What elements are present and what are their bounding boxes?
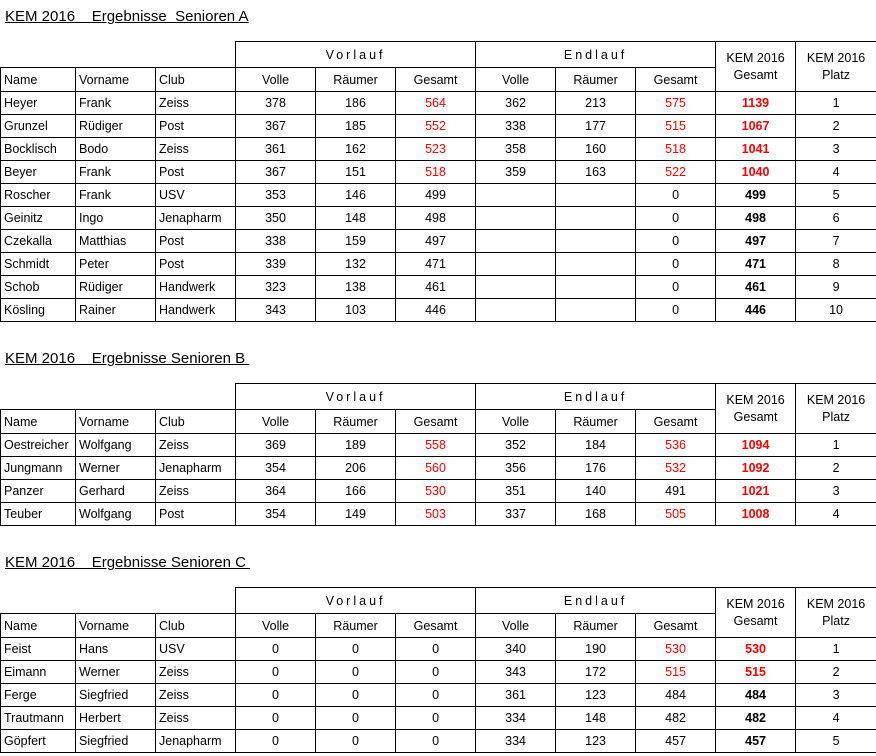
cell-vorlauf-volle: 369	[236, 434, 316, 457]
header-spacer	[1, 384, 236, 410]
cell-endlauf-volle: 334	[476, 707, 556, 730]
kem-gesamt-line1: KEM 2016	[726, 596, 785, 611]
cell-endlauf-gesamt: 0	[636, 184, 716, 207]
header-kem-gesamt	[716, 588, 796, 638]
header-endlauf-volle: Volle	[476, 410, 556, 434]
header-endlauf-raeumer: Räumer	[556, 410, 636, 434]
table-row	[1, 661, 876, 684]
cell-club: Zeiss	[156, 684, 236, 707]
cell-club: Jenapharm	[156, 457, 236, 480]
kem-platz-line2: Platz	[822, 409, 850, 424]
cell-name: Jungmann	[1, 457, 76, 480]
cell-endlauf-gesamt: 530	[636, 638, 716, 661]
cell-endlauf-gesamt: 0	[636, 230, 716, 253]
cell-vorlauf-volle: 0	[236, 638, 316, 661]
cell-vorlauf-volle: 343	[236, 299, 316, 322]
cell-vorlauf-volle: 339	[236, 253, 316, 276]
cell-vorlauf-volle: 361	[236, 138, 316, 161]
kem-platz-line2: Platz	[822, 613, 850, 628]
cell-endlauf-raeumer	[556, 253, 636, 276]
cell-kem-gesamt: 457	[716, 730, 796, 753]
cell-endlauf-volle	[476, 299, 556, 322]
cell-kem-gesamt: 471	[716, 253, 796, 276]
cell-kem-gesamt: 482	[716, 707, 796, 730]
header-vorlauf-volle: Volle	[236, 614, 316, 638]
cell-name: Roscher	[1, 184, 76, 207]
cell-endlauf-gesamt: 515	[636, 661, 716, 684]
cell-vorname: Hans	[76, 638, 156, 661]
cell-endlauf-volle: 340	[476, 638, 556, 661]
cell-vorlauf-raeumer: 159	[316, 230, 396, 253]
cell-endlauf-volle: 338	[476, 115, 556, 138]
cell-name: Ferge	[1, 684, 76, 707]
cell-vorname: Siegfried	[76, 684, 156, 707]
cell-vorname: Wolfgang	[76, 503, 156, 526]
cell-platz: 4	[796, 503, 876, 526]
cell-endlauf-volle: 334	[476, 730, 556, 753]
cell-endlauf-gesamt: 0	[636, 207, 716, 230]
cell-endlauf-raeumer	[556, 299, 636, 322]
cell-name: Oestreicher	[1, 434, 76, 457]
cell-endlauf-volle: 358	[476, 138, 556, 161]
cell-name: Grunzel	[1, 115, 76, 138]
cell-endlauf-gesamt: 0	[636, 253, 716, 276]
cell-vorlauf-volle: 353	[236, 184, 316, 207]
cell-endlauf-raeumer: 163	[556, 161, 636, 184]
cell-club: Zeiss	[156, 434, 236, 457]
cell-kem-gesamt: 1021	[716, 480, 796, 503]
cell-platz: 2	[796, 661, 876, 684]
cell-endlauf-raeumer: 148	[556, 707, 636, 730]
cell-vorlauf-raeumer: 0	[316, 661, 396, 684]
section-title: KEM 2016 Ergebnisse Senioren B	[5, 350, 250, 367]
cell-vorlauf-raeumer: 138	[316, 276, 396, 299]
header-vorlauf-gesamt: Gesamt	[396, 68, 476, 92]
cell-vorlauf-volle: 0	[236, 661, 316, 684]
cell-endlauf-volle: 343	[476, 661, 556, 684]
cell-vorname: Rüdiger	[76, 276, 156, 299]
cell-vorlauf-raeumer: 186	[316, 92, 396, 115]
cell-vorname: Rainer	[76, 299, 156, 322]
cell-platz: 8	[796, 253, 876, 276]
cell-endlauf-gesamt: 575	[636, 92, 716, 115]
cell-vorlauf-raeumer: 162	[316, 138, 396, 161]
header-endlauf: Endlauf	[476, 42, 716, 68]
cell-vorlauf-volle: 367	[236, 161, 316, 184]
cell-vorlauf-gesamt: 497	[396, 230, 476, 253]
cell-platz: 1	[796, 638, 876, 661]
cell-club: Zeiss	[156, 661, 236, 684]
cell-kem-gesamt: 530	[716, 638, 796, 661]
cell-kem-gesamt: 497	[716, 230, 796, 253]
cell-endlauf-volle	[476, 207, 556, 230]
cell-club: USV	[156, 184, 236, 207]
header-vorlauf: Vorlauf	[236, 588, 476, 614]
cell-kem-gesamt: 1067	[716, 115, 796, 138]
cell-platz: 5	[796, 184, 876, 207]
table-row	[1, 230, 876, 253]
header-vorlauf-gesamt: Gesamt	[396, 614, 476, 638]
cell-vorlauf-gesamt: 446	[396, 299, 476, 322]
cell-club: Zeiss	[156, 707, 236, 730]
cell-endlauf-raeumer: 123	[556, 684, 636, 707]
cell-club: USV	[156, 638, 236, 661]
table-row	[1, 207, 876, 230]
header-name: Name	[1, 614, 76, 638]
cell-platz: 2	[796, 457, 876, 480]
cell-endlauf-volle: 351	[476, 480, 556, 503]
cell-vorlauf-gesamt: 0	[396, 684, 476, 707]
cell-kem-gesamt: 1041	[716, 138, 796, 161]
cell-endlauf-gesamt: 484	[636, 684, 716, 707]
cell-vorlauf-raeumer: 149	[316, 503, 396, 526]
cell-vorlauf-raeumer: 185	[316, 115, 396, 138]
cell-vorlauf-volle: 367	[236, 115, 316, 138]
cell-name: Beyer	[1, 161, 76, 184]
cell-vorlauf-gesamt: 499	[396, 184, 476, 207]
cell-endlauf-volle: 356	[476, 457, 556, 480]
cell-vorlauf-gesamt: 0	[396, 730, 476, 753]
cell-club: Zeiss	[156, 138, 236, 161]
table-row	[1, 684, 876, 707]
cell-vorlauf-raeumer: 103	[316, 299, 396, 322]
cell-vorname: Herbert	[76, 707, 156, 730]
header-endlauf-gesamt: Gesamt	[636, 410, 716, 434]
cell-endlauf-gesamt: 457	[636, 730, 716, 753]
table-row	[1, 480, 876, 503]
kem-gesamt-line2: Gesamt	[733, 613, 778, 628]
table-row	[1, 503, 876, 526]
header-vorlauf-raeumer: Räumer	[316, 614, 396, 638]
cell-endlauf-raeumer	[556, 184, 636, 207]
header-name: Name	[1, 68, 76, 92]
cell-vorlauf-raeumer: 189	[316, 434, 396, 457]
cell-endlauf-gesamt: 518	[636, 138, 716, 161]
cell-vorlauf-volle: 378	[236, 92, 316, 115]
header-vorlauf-raeumer: Räumer	[316, 68, 396, 92]
cell-kem-gesamt: 1040	[716, 161, 796, 184]
header-vorlauf-volle: Volle	[236, 410, 316, 434]
cell-vorname: Rüdiger	[76, 115, 156, 138]
cell-endlauf-volle: 362	[476, 92, 556, 115]
cell-name: Trautmann	[1, 707, 76, 730]
cell-kem-gesamt: 498	[716, 207, 796, 230]
cell-endlauf-raeumer: 172	[556, 661, 636, 684]
cell-platz: 7	[796, 230, 876, 253]
cell-vorlauf-volle: 323	[236, 276, 316, 299]
cell-vorname: Siegfried	[76, 730, 156, 753]
results-table	[0, 41, 876, 322]
cell-name: Czekalla	[1, 230, 76, 253]
cell-platz: 5	[796, 730, 876, 753]
cell-name: Panzer	[1, 480, 76, 503]
cell-vorlauf-gesamt: 560	[396, 457, 476, 480]
cell-endlauf-volle: 337	[476, 503, 556, 526]
cell-name: Göpfert	[1, 730, 76, 753]
section-title: KEM 2016 Ergebnisse Senioren A	[5, 8, 249, 25]
header-endlauf: Endlauf	[476, 588, 716, 614]
cell-name: Heyer	[1, 92, 76, 115]
cell-endlauf-gesamt: 0	[636, 276, 716, 299]
cell-endlauf-volle	[476, 253, 556, 276]
cell-vorlauf-raeumer: 0	[316, 707, 396, 730]
cell-kem-gesamt: 1008	[716, 503, 796, 526]
cell-vorlauf-gesamt: 461	[396, 276, 476, 299]
cell-vorlauf-raeumer: 0	[316, 684, 396, 707]
cell-kem-gesamt: 499	[716, 184, 796, 207]
kem-gesamt-line1: KEM 2016	[726, 50, 785, 65]
header-endlauf-raeumer: Räumer	[556, 614, 636, 638]
cell-vorlauf-raeumer: 206	[316, 457, 396, 480]
table-row	[1, 184, 876, 207]
cell-platz: 10	[796, 299, 876, 322]
cell-endlauf-raeumer	[556, 230, 636, 253]
header-vorlauf-raeumer: Räumer	[316, 410, 396, 434]
kem-gesamt-line1: KEM 2016	[726, 392, 785, 407]
cell-vorname: Matthias	[76, 230, 156, 253]
cell-endlauf-gesamt: 536	[636, 434, 716, 457]
header-endlauf-volle: Volle	[476, 614, 556, 638]
cell-name: Eimann	[1, 661, 76, 684]
cell-endlauf-raeumer: 190	[556, 638, 636, 661]
cell-vorlauf-volle: 338	[236, 230, 316, 253]
cell-vorlauf-gesamt: 530	[396, 480, 476, 503]
cell-vorlauf-raeumer: 151	[316, 161, 396, 184]
cell-platz: 4	[796, 161, 876, 184]
cell-club: Handwerk	[156, 299, 236, 322]
header-endlauf-volle: Volle	[476, 68, 556, 92]
section-title: KEM 2016 Ergebnisse Senioren C	[5, 554, 251, 571]
cell-vorlauf-volle: 0	[236, 707, 316, 730]
header-club: Club	[156, 68, 236, 92]
cell-vorlauf-volle: 0	[236, 684, 316, 707]
cell-club: Post	[156, 503, 236, 526]
cell-vorname: Frank	[76, 92, 156, 115]
cell-platz: 4	[796, 707, 876, 730]
cell-name: Schob	[1, 276, 76, 299]
table-row	[1, 707, 876, 730]
cell-endlauf-volle	[476, 184, 556, 207]
table-row	[1, 457, 876, 480]
cell-endlauf-gesamt: 482	[636, 707, 716, 730]
cell-vorname: Gerhard	[76, 480, 156, 503]
cell-vorlauf-raeumer: 132	[316, 253, 396, 276]
cell-kem-gesamt: 1139	[716, 92, 796, 115]
cell-vorlauf-gesamt: 558	[396, 434, 476, 457]
cell-platz: 2	[796, 115, 876, 138]
results-table	[0, 383, 876, 526]
cell-vorlauf-gesamt: 564	[396, 92, 476, 115]
table-row	[1, 92, 876, 115]
cell-endlauf-volle: 361	[476, 684, 556, 707]
cell-vorname: Ingo	[76, 207, 156, 230]
cell-club: Post	[156, 230, 236, 253]
cell-kem-gesamt: 461	[716, 276, 796, 299]
cell-vorname: Frank	[76, 184, 156, 207]
cell-platz: 3	[796, 138, 876, 161]
header-vorname: Vorname	[76, 614, 156, 638]
cell-endlauf-raeumer	[556, 207, 636, 230]
cell-endlauf-raeumer: 213	[556, 92, 636, 115]
table-row	[1, 434, 876, 457]
cell-vorlauf-gesamt: 552	[396, 115, 476, 138]
header-endlauf-gesamt: Gesamt	[636, 68, 716, 92]
cell-endlauf-gesamt: 505	[636, 503, 716, 526]
cell-vorlauf-volle: 354	[236, 503, 316, 526]
header-endlauf-raeumer: Räumer	[556, 68, 636, 92]
cell-platz: 3	[796, 480, 876, 503]
cell-vorlauf-volle: 350	[236, 207, 316, 230]
cell-vorlauf-gesamt: 518	[396, 161, 476, 184]
header-spacer	[1, 588, 236, 614]
cell-vorlauf-gesamt: 498	[396, 207, 476, 230]
cell-vorlauf-gesamt: 0	[396, 638, 476, 661]
cell-endlauf-raeumer	[556, 276, 636, 299]
header-kem-gesamt	[716, 384, 796, 434]
cell-endlauf-raeumer: 168	[556, 503, 636, 526]
header-vorlauf-volle: Volle	[236, 68, 316, 92]
cell-vorlauf-gesamt: 523	[396, 138, 476, 161]
cell-vorlauf-raeumer: 146	[316, 184, 396, 207]
cell-platz: 6	[796, 207, 876, 230]
table-row	[1, 638, 876, 661]
cell-vorname: Peter	[76, 253, 156, 276]
cell-name: Kösling	[1, 299, 76, 322]
cell-vorname: Werner	[76, 457, 156, 480]
cell-kem-gesamt: 446	[716, 299, 796, 322]
table-row	[1, 115, 876, 138]
cell-vorlauf-raeumer: 166	[316, 480, 396, 503]
header-club: Club	[156, 410, 236, 434]
cell-kem-gesamt: 1092	[716, 457, 796, 480]
cell-name: Geinitz	[1, 207, 76, 230]
cell-club: Zeiss	[156, 480, 236, 503]
table-row	[1, 276, 876, 299]
cell-endlauf-raeumer: 177	[556, 115, 636, 138]
cell-endlauf-volle: 359	[476, 161, 556, 184]
cell-vorname: Frank	[76, 161, 156, 184]
kem-platz-line1: KEM 2016	[806, 392, 866, 407]
table-row	[1, 138, 876, 161]
header-name: Name	[1, 410, 76, 434]
cell-endlauf-gesamt: 532	[636, 457, 716, 480]
cell-vorlauf-raeumer: 0	[316, 730, 396, 753]
kem-platz-line1: KEM 2016	[806, 50, 866, 65]
cell-endlauf-gesamt: 0	[636, 299, 716, 322]
cell-kem-gesamt: 484	[716, 684, 796, 707]
cell-kem-gesamt: 1094	[716, 434, 796, 457]
cell-endlauf-gesamt: 491	[636, 480, 716, 503]
header-kem-gesamt	[716, 42, 796, 92]
results-table	[0, 587, 876, 753]
cell-club: Jenapharm	[156, 730, 236, 753]
kem-platz-line2: Platz	[822, 67, 850, 82]
cell-endlauf-gesamt: 522	[636, 161, 716, 184]
cell-endlauf-volle	[476, 276, 556, 299]
cell-vorlauf-gesamt: 471	[396, 253, 476, 276]
cell-club: Zeiss	[156, 92, 236, 115]
cell-endlauf-raeumer: 176	[556, 457, 636, 480]
cell-platz: 1	[796, 92, 876, 115]
cell-vorlauf-gesamt: 0	[396, 707, 476, 730]
cell-platz: 9	[796, 276, 876, 299]
header-kem-platz	[796, 42, 876, 92]
cell-vorname: Bodo	[76, 138, 156, 161]
cell-vorname: Wolfgang	[76, 434, 156, 457]
cell-vorname: Werner	[76, 661, 156, 684]
cell-endlauf-raeumer: 123	[556, 730, 636, 753]
header-vorname: Vorname	[76, 68, 156, 92]
header-kem-platz	[796, 588, 876, 638]
header-endlauf-gesamt: Gesamt	[636, 614, 716, 638]
table-row	[1, 730, 876, 753]
cell-name: Teuber	[1, 503, 76, 526]
cell-endlauf-raeumer: 140	[556, 480, 636, 503]
kem-gesamt-line2: Gesamt	[733, 409, 778, 424]
cell-club: Post	[156, 115, 236, 138]
cell-vorlauf-gesamt: 503	[396, 503, 476, 526]
cell-club: Post	[156, 161, 236, 184]
header-kem-platz	[796, 384, 876, 434]
header-vorlauf: Vorlauf	[236, 42, 476, 68]
cell-name: Feist	[1, 638, 76, 661]
cell-endlauf-raeumer: 160	[556, 138, 636, 161]
cell-endlauf-volle: 352	[476, 434, 556, 457]
table-row	[1, 253, 876, 276]
cell-vorlauf-volle: 0	[236, 730, 316, 753]
cell-endlauf-raeumer: 184	[556, 434, 636, 457]
cell-vorlauf-volle: 364	[236, 480, 316, 503]
cell-kem-gesamt: 515	[716, 661, 796, 684]
cell-endlauf-gesamt: 515	[636, 115, 716, 138]
cell-club: Handwerk	[156, 276, 236, 299]
cell-platz: 3	[796, 684, 876, 707]
cell-platz: 1	[796, 434, 876, 457]
cell-club: Jenapharm	[156, 207, 236, 230]
table-row	[1, 299, 876, 322]
header-vorlauf: Vorlauf	[236, 384, 476, 410]
header-vorlauf-gesamt: Gesamt	[396, 410, 476, 434]
cell-name: Schmidt	[1, 253, 76, 276]
header-club: Club	[156, 614, 236, 638]
cell-vorlauf-raeumer: 148	[316, 207, 396, 230]
cell-vorlauf-volle: 354	[236, 457, 316, 480]
kem-gesamt-line2: Gesamt	[733, 67, 778, 82]
header-vorname: Vorname	[76, 410, 156, 434]
cell-name: Bocklisch	[1, 138, 76, 161]
header-endlauf: Endlauf	[476, 384, 716, 410]
kem-platz-line1: KEM 2016	[806, 596, 866, 611]
cell-vorlauf-gesamt: 0	[396, 661, 476, 684]
cell-endlauf-volle	[476, 230, 556, 253]
table-row	[1, 161, 876, 184]
cell-vorlauf-raeumer: 0	[316, 638, 396, 661]
header-spacer	[1, 42, 236, 68]
cell-club: Post	[156, 253, 236, 276]
